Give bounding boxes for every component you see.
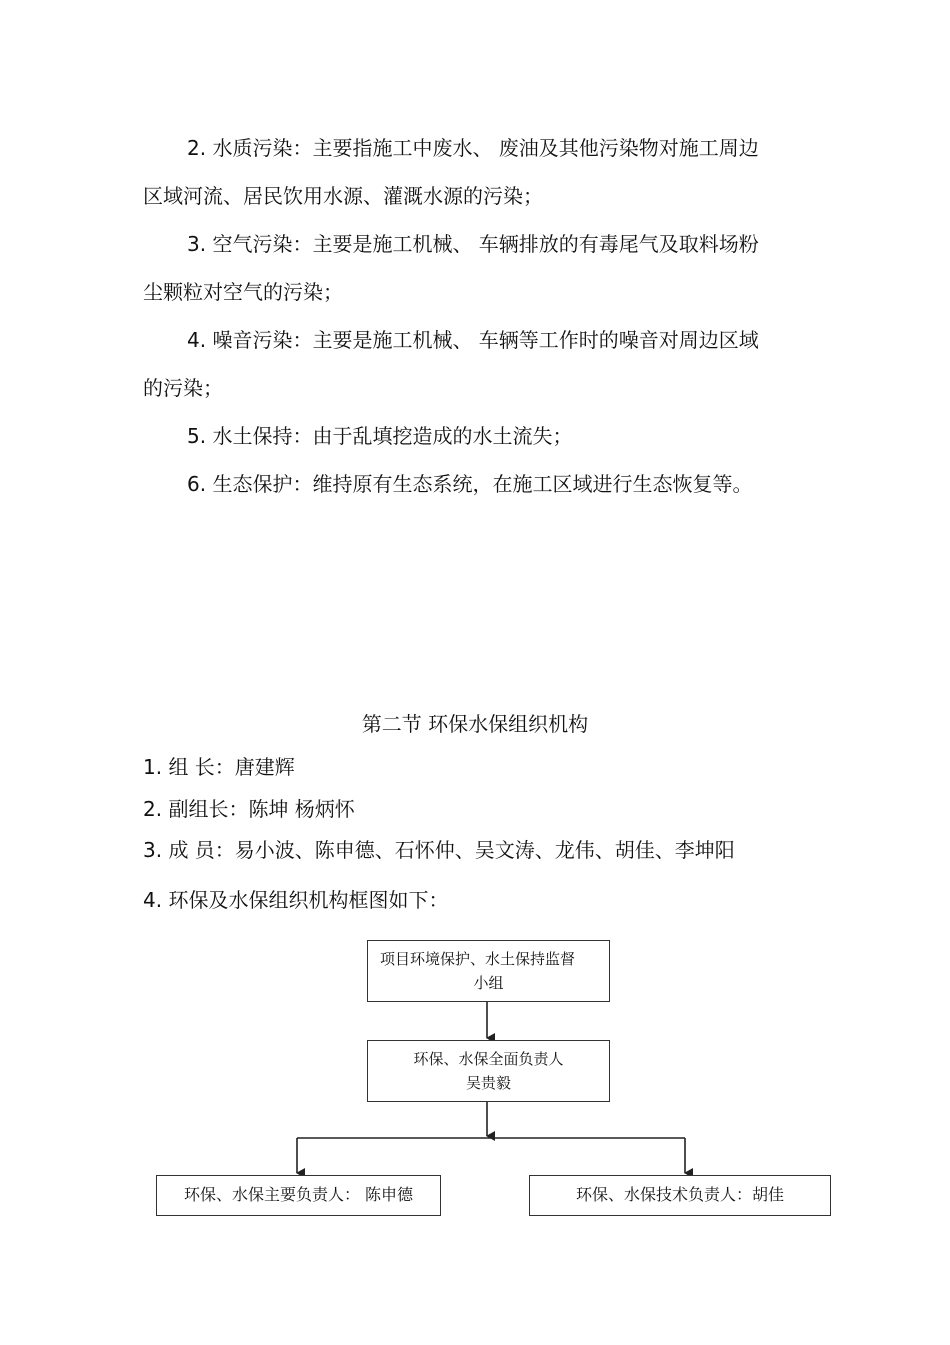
org-box-overall-manager — [367, 1040, 610, 1102]
section-item-members: 3. 成 员：易小波、陈申德、石怀仲、吴文涛、龙伟、胡佳、李坤阳 — [143, 838, 735, 862]
paragraph-line-1: 2. 水质污染：主要指施工中废水、 废油及其他污染物对施工周边 — [187, 136, 759, 160]
paragraph-line-8: 6. 生态保护：维持原有生态系统，在施工区域进行生态恢复等。 — [187, 472, 753, 496]
org-box-main-manager — [156, 1175, 441, 1216]
paragraph-line-7: 5. 水土保持：由于乱填挖造成的水土流失； — [187, 424, 573, 448]
org-box-overall-line1: 环保、水保全面负责人 — [413, 1050, 564, 1068]
section-item-chart-intro: 4. 环保及水保组织机构框图如下： — [143, 888, 449, 912]
org-box-technical-line1: 环保、水保技术负责人：胡佳 — [575, 1185, 784, 1204]
section-title: 第二节 环保水保组织机构 — [361, 712, 589, 736]
org-box-main-line1: 环保、水保主要负责人： 陈申德 — [183, 1185, 414, 1204]
paragraph-line-3: 3. 空气污染：主要是施工机械、 车辆排放的有毒尾气及取料场粉 — [187, 232, 759, 256]
section-item-deputy: 2. 副组长：陈坤 杨炳怀 — [143, 797, 355, 821]
paragraph-line-2: 区域河流、居民饮用水源、灌溉水源的污染； — [143, 184, 543, 208]
org-box-technical-manager — [529, 1175, 831, 1216]
section-item-leader: 1. 组 长：唐建辉 — [143, 755, 295, 779]
org-box-supervision-group — [367, 940, 610, 1002]
org-box-supervision-line2: 小组 — [473, 974, 504, 992]
org-box-supervision-line1: 项目环境保护、水土保持监督 — [380, 950, 576, 968]
paragraph-line-4: 尘颗粒对空气的污染； — [143, 280, 343, 304]
paragraph-line-6: 的污染； — [143, 376, 223, 400]
paragraph-line-5: 4. 噪音污染：主要是施工机械、 车辆等工作时的噪音对周边区域 — [187, 328, 759, 352]
org-box-overall-line2: 吴贵毅 — [465, 1074, 511, 1092]
